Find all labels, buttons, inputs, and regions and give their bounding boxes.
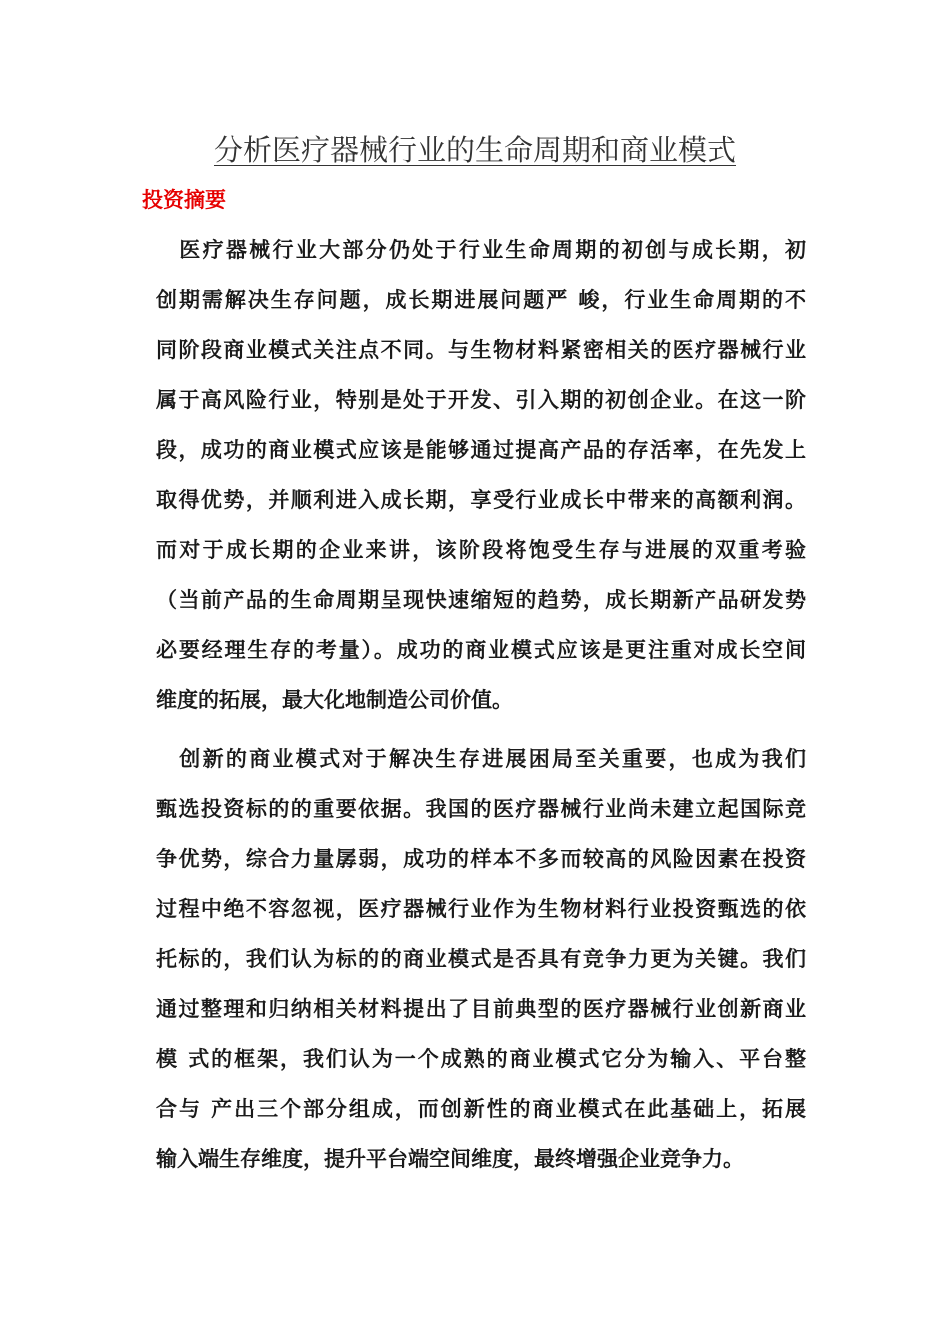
document-title-text: 分析医疗器械行业的生命周期和商业模式 xyxy=(213,133,736,167)
paragraph-line: 维度的拓展，最大化地制造公司价值。 xyxy=(156,688,513,712)
paragraph-line: 输入端生存维度，提升平台端空间维度，最终增强企业竞争力。 xyxy=(156,1147,744,1171)
paragraph-2 xyxy=(156,734,806,1184)
paragraph-line: 必要经理生存的考量）。成功的商业模式应该是更注重对成长空间 xyxy=(156,638,806,662)
paragraph-line: 过程中绝不容忽视，医疗器械行业作为生物材料行业投资甄选的依 xyxy=(156,897,806,921)
paragraph-line: 同阶段商业模式关注点不同。与生物材料紧密相关的医疗器械行业 xyxy=(156,338,806,362)
paragraph-line: 甄选投资标的的重要依据。我国的医疗器械行业尚未建立起国际竞 xyxy=(156,797,806,821)
paragraph-line: 通过整理和归纳相关材料提出了目前典型的医疗器械行业创新商业 xyxy=(156,997,806,1021)
section-heading: 投资摘要 xyxy=(142,188,226,212)
paragraph-line: 取得优势，并顺利进入成长期，享受行业成长中带来的高额利润。 xyxy=(156,488,806,512)
paragraph-line: 创期需解决生存问题，成长期进展问题严 峻，行业生命周期的不 xyxy=(156,288,806,312)
document-title xyxy=(0,128,950,172)
paragraph-line: 而对于成长期的企业来讲，该阶段将饱受生存与进展的双重考验 xyxy=(156,538,806,562)
paragraph-line: 创新的商业模式对于解决生存进展困局至关重要，也成为我们 xyxy=(156,747,806,771)
paragraph-line: 属于高风险行业，特别是处于开发、引入期的初创企业。在这一阶 xyxy=(156,388,806,412)
paragraph-line: （当前产品的生命周期呈现快速缩短的趋势，成长期新产品研发势 xyxy=(156,588,806,612)
paragraph-line: 医疗器械行业大部分仍处于行业生命周期的初创与成长期，初 xyxy=(156,238,806,262)
paragraph-1 xyxy=(156,225,806,725)
paragraph-line: 合与 产出三个部分组成，而创新性的商业模式在此基础上，拓展 xyxy=(156,1097,806,1121)
paragraph-line: 模 式的框架，我们认为一个成熟的商业模式它分为输入、平台整 xyxy=(156,1047,806,1071)
paragraph-line: 段，成功的商业模式应该是能够通过提高产品的存活率，在先发上 xyxy=(156,438,806,462)
paragraph-line: 托标的，我们认为标的的商业模式是否具有竞争力更为关键。我们 xyxy=(156,947,806,971)
paragraph-line: 争优势，综合力量孱弱，成功的样本不多而较高的风险因素在投资 xyxy=(156,847,806,871)
